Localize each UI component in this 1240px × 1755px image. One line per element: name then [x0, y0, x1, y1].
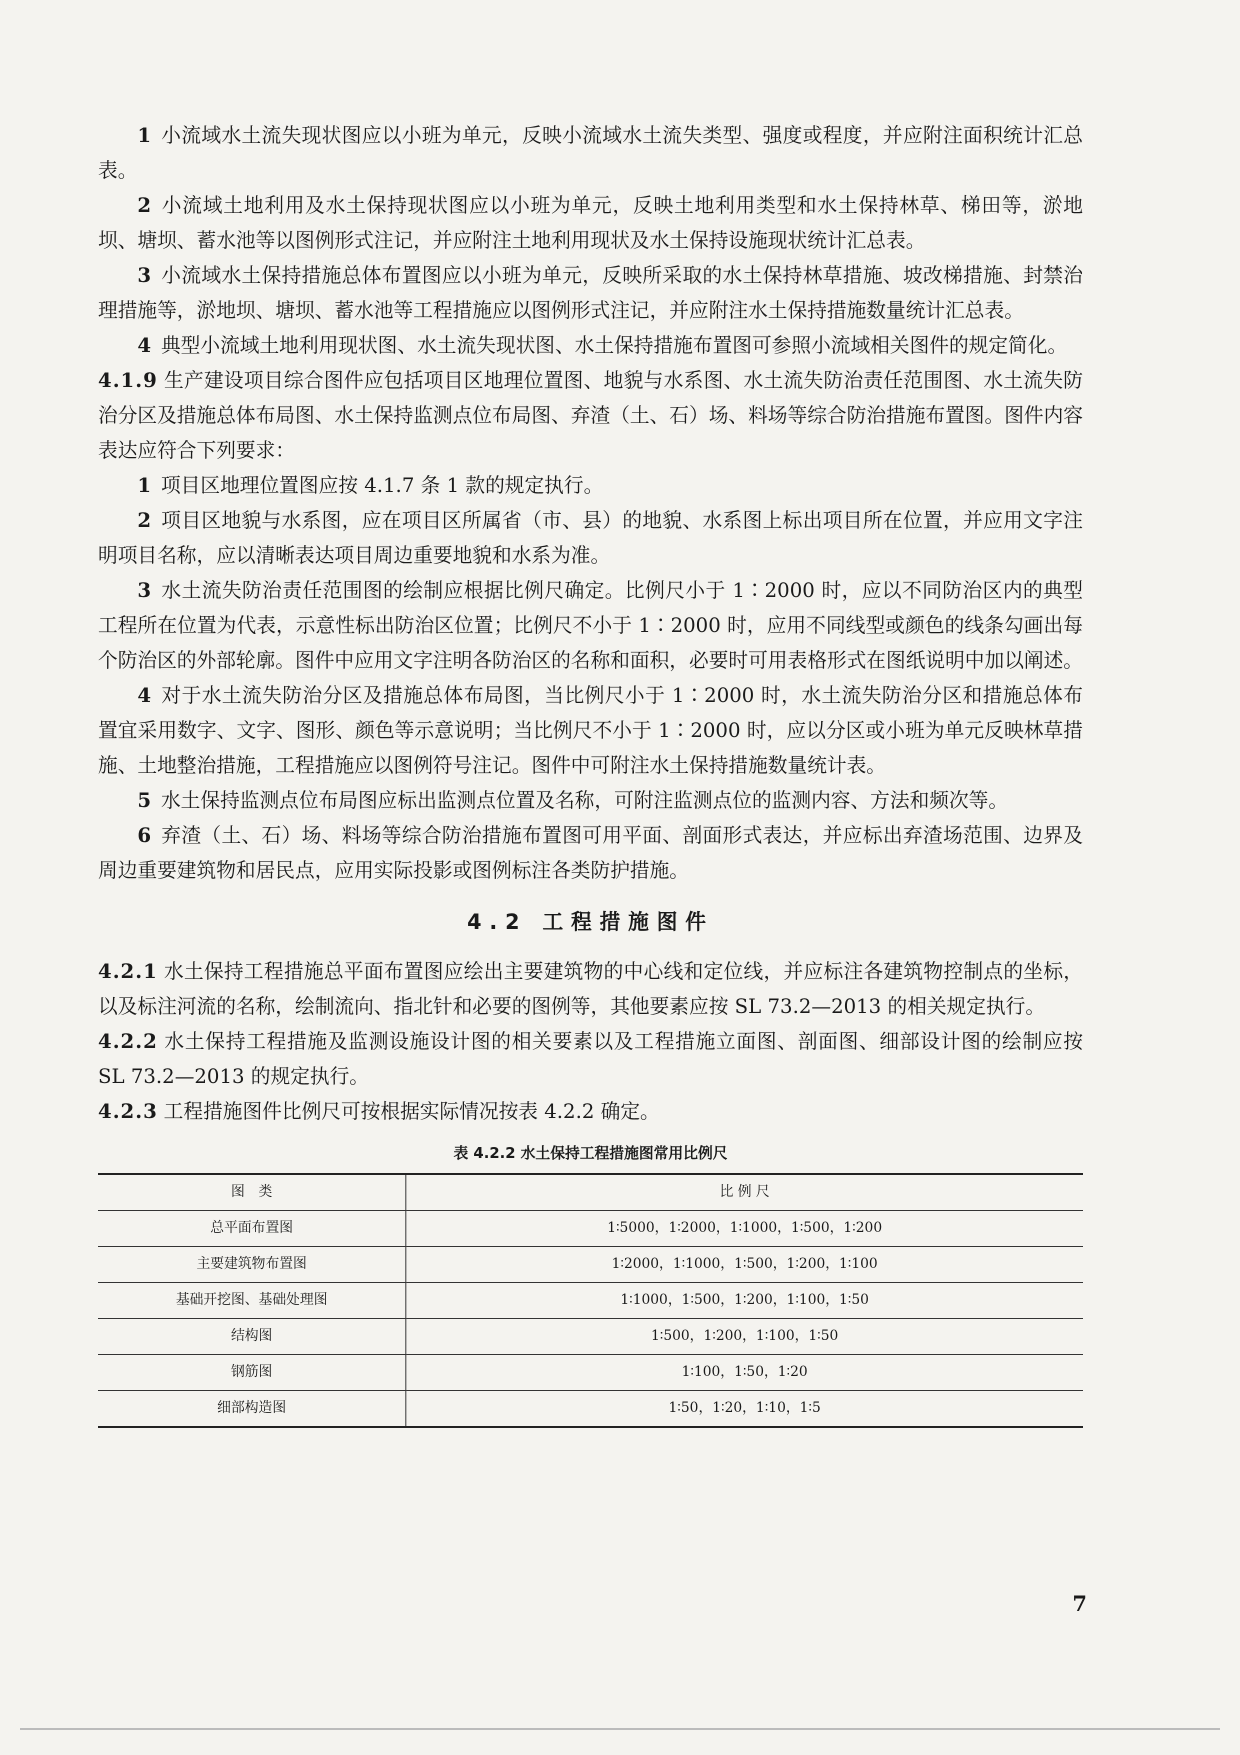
table-cell: 细部构造图	[98, 1391, 406, 1428]
clause-418-items	[98, 118, 1083, 363]
clause-423: 4.2.3 工程措施图件比例尺可按根据实际情况按表 4.2.2 确定。	[98, 1099, 660, 1123]
table-cell: 1∶50，1∶20，1∶10，1∶5	[406, 1391, 1083, 1428]
page-number: 7	[1072, 1591, 1087, 1616]
table-row	[98, 1355, 1083, 1391]
list-item: 1 小流域水土流失现状图应以小班为单元，反映小流域水土流失类型、强度或程度，并应附注面积统计汇总表。	[98, 123, 1084, 182]
list-item: 6 弃渣（土、石）场、料场等综合防治措施布置图可用平面、剖面形式表达，并应标出弃渣场范围、边界及周边重要建筑物和居民点，应用实际投影或图例标注各类防护措施。	[98, 823, 1084, 882]
clause-number: 4.2.1	[98, 959, 158, 983]
list-item: 3 水土流失防治责任范围图的绘制应根据比例尺确定。比例尺小于 1∶2000 时，应以不同防治区内的典型工程所在位置为代表，示意性标出防治区位置；比例尺不小于 1∶2000 时，应用不同线型或颜色的线条勾画出每个防治区的外部轮廓。图件中应用文字注明各防治区的名称和面积，必要时可用表格形式在图纸说明中加以阐述。	[98, 578, 1084, 672]
table-header-cell: 比 例 尺	[406, 1174, 1083, 1211]
table-cell: 1∶100，1∶50，1∶20	[406, 1355, 1083, 1391]
list-item: 4 对于水土流失防治分区及措施总体布局图，当比例尺小于 1∶2000 时，水土流失防治分区和措施总体布置宜采用数字、文字、图形、颜色等示意说明；当比例尺不小于 1∶2000 时，应以分区或小班为单元反映林草措施、土地整治措施，工程措施应以图例符号注记。图件中可附注水土保持措施数量统计表。	[98, 683, 1084, 777]
list-item: 4 典型小流域土地利用现状图、水土流失现状图、水土保持措施布置图可参照小流域相关图件的规定简化。	[137, 333, 1068, 357]
table-cell: 1∶2000，1∶1000，1∶500，1∶200，1∶100	[406, 1247, 1083, 1283]
list-item: 5 水土保持监测点位布局图应标出监测点位置及名称，可附注监测点位的监测内容、方法和频次等。	[137, 788, 1009, 812]
table-row	[98, 1319, 1083, 1355]
table-cell: 主要建筑物布置图	[98, 1247, 406, 1283]
table-cell: 钢筋图	[98, 1355, 406, 1391]
list-item: 3 小流域水土保持措施总体布置图应以小班为单元，反映所采取的水土保持林草措施、坡改梯措施、封禁治理措施等，淤地坝、塘坝、蓄水池等工程措施应以图例形式注记，并应附注水土保持措施数量统计汇总表。	[98, 263, 1084, 322]
table-cell: 总平面布置图	[98, 1211, 406, 1247]
table-header-cell: 图 类	[98, 1174, 406, 1211]
table-cell: 1∶500，1∶200，1∶100，1∶50	[406, 1319, 1083, 1355]
table-cell: 1∶5000，1∶2000，1∶1000，1∶500，1∶200	[406, 1211, 1083, 1247]
clause-number: 4.1.9	[98, 368, 158, 392]
table-row	[98, 1391, 1083, 1428]
list-item: 2 小流域土地利用及水土保持现状图应以小班为单元，反映土地利用类型和水土保持林草、梯田等，淤地坝、塘坝、蓄水池等以图例形式注记，并应附注土地利用现状及水土保持设施现状统计汇总表。	[98, 193, 1084, 252]
clause-number: 4.2.3	[98, 1099, 158, 1123]
table-header-row	[98, 1174, 1083, 1211]
table-row	[98, 1211, 1083, 1247]
clause-number: 4.2.2	[98, 1029, 158, 1053]
table-cell: 1∶1000，1∶500，1∶200，1∶100，1∶50	[406, 1283, 1083, 1319]
clause-422: 4.2.2 水土保持工程措施及监测设施设计图的相关要素以及工程措施立面图、剖面图、细部设计图的绘制应按 SL 73.2—2013 的规定执行。	[98, 1029, 1083, 1088]
scale-table	[98, 1173, 1083, 1428]
section-heading: 4.2 工程措施图件	[467, 910, 714, 934]
clause-419-items	[98, 468, 1083, 888]
table-caption: 表 4.2.2 水土保持工程措施图常用比例尺	[453, 1144, 728, 1162]
document-page	[98, 118, 1083, 1428]
table-cell: 基础开挖图、基础处理图	[98, 1283, 406, 1319]
list-item: 1 项目区地理位置图应按 4.1.7 条 1 款的规定执行。	[137, 473, 604, 497]
clause-421: 4.2.1 水土保持工程措施总平面布置图应绘出主要建筑物的中心线和定位线，并应标注各建筑物控制点的坐标，以及标注河流的名称，绘制流向、指北针和必要的图例等，其他要素应按 SL 73.2—2013 的相关规定执行。	[98, 959, 1083, 1018]
clause-419: 4.1.9 生产建设项目综合图件应包括项目区地理位置图、地貌与水系图、水土流失防治责任范围图、水土流失防治分区及措施总体布局图、水土保持监测点位布局图、弃渣（土、石）场、料场等综合防治措施布置图。图件内容表达应符合下列要求：	[98, 368, 1083, 462]
list-item: 2 项目区地貌与水系图，应在项目区所属省（市、县）的地貌、水系图上标出项目所在位置，并应用文字注明项目名称，应以清晰表达项目周边重要地貌和水系为准。	[98, 508, 1084, 567]
table-row	[98, 1247, 1083, 1283]
table-cell: 结构图	[98, 1319, 406, 1355]
bottom-divider	[20, 1728, 1220, 1730]
table-row	[98, 1283, 1083, 1319]
